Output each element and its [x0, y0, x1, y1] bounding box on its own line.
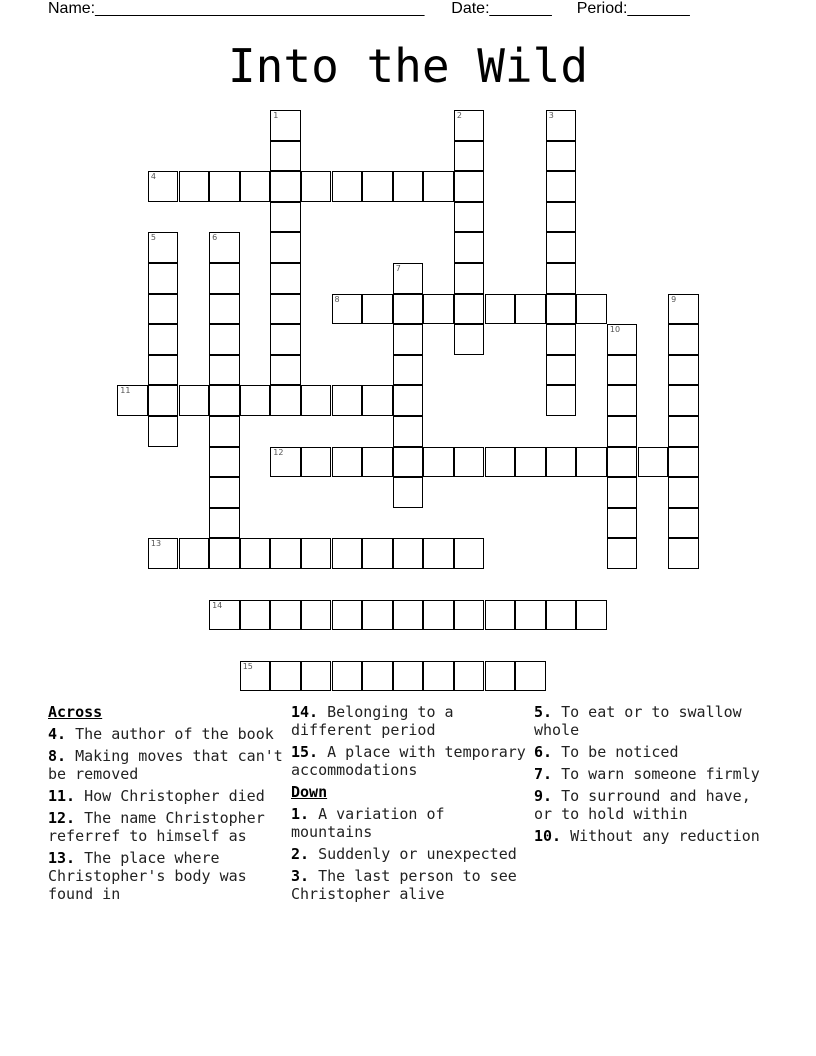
grid-cell[interactable]: [240, 600, 271, 631]
grid-cell[interactable]: [148, 416, 179, 447]
clue-item-text: The name Christopher referref to himself as: [48, 809, 265, 845]
grid-cell[interactable]: [270, 294, 301, 325]
grid-cell[interactable]: [668, 416, 699, 447]
clue-item-number: 6.: [534, 743, 553, 761]
grid-cell[interactable]: [332, 294, 363, 325]
grid-cell[interactable]: [332, 171, 363, 202]
grid-cell[interactable]: [362, 447, 393, 478]
grid-cell[interactable]: [209, 538, 240, 569]
clue-number: 7: [395, 264, 401, 273]
grid-cell[interactable]: [454, 141, 485, 172]
clue-item-number: 14.: [291, 703, 319, 721]
grid-cell[interactable]: [454, 600, 485, 631]
clue-item-number: 9.: [534, 787, 553, 805]
grid-cell[interactable]: [668, 385, 699, 416]
grid-cell[interactable]: [332, 661, 363, 692]
grid-cell[interactable]: [638, 447, 669, 478]
grid-cell[interactable]: [454, 232, 485, 263]
grid-cell[interactable]: [209, 477, 240, 508]
clue-item: [534, 787, 769, 823]
grid-cell[interactable]: [668, 447, 699, 478]
grid-cell[interactable]: [209, 263, 240, 294]
grid-cell[interactable]: [301, 447, 332, 478]
grid-cell[interactable]: [576, 600, 607, 631]
grid-cell[interactable]: [546, 232, 577, 263]
grid-cell[interactable]: [668, 355, 699, 386]
grid-cell[interactable]: [270, 355, 301, 386]
grid-cell[interactable]: [209, 447, 240, 478]
clue-item-text: A place with temporary accommodations: [291, 743, 526, 779]
grid-cell[interactable]: [668, 538, 699, 569]
clue-item-text: The place where Christopher's body was found in: [48, 849, 247, 903]
clue-item: [48, 747, 283, 783]
grid-cell[interactable]: [546, 385, 577, 416]
grid-cell[interactable]: [393, 385, 424, 416]
clue-item-text: To eat or to swallow whole: [534, 703, 742, 739]
grid-cell[interactable]: [607, 447, 638, 478]
clue-number: 6: [212, 233, 218, 243]
clue-number: 11: [120, 386, 131, 396]
grid-cell[interactable]: [270, 263, 301, 294]
clue-item: [48, 787, 283, 805]
date-label: Date:: [451, 0, 490, 17]
grid-cell[interactable]: [393, 324, 424, 355]
grid-cell[interactable]: [485, 600, 516, 631]
clue-item-number: 7.: [534, 765, 553, 783]
grid-cell[interactable]: [393, 171, 424, 202]
clue-item-number: 11.: [48, 787, 76, 805]
clue-item-text: To surround and have, or to hold within: [534, 787, 751, 823]
grid-cell[interactable]: [209, 324, 240, 355]
grid-cell[interactable]: [454, 171, 485, 202]
grid-cell[interactable]: [332, 385, 363, 416]
date-blank[interactable]: _______: [489, 0, 552, 17]
grid-cell[interactable]: [485, 447, 516, 478]
grid-cell[interactable]: [270, 232, 301, 263]
clue-item-text: Without any reduction: [561, 827, 760, 845]
grid-cell[interactable]: [270, 385, 301, 416]
clue-item: [534, 743, 769, 761]
grid-cell[interactable]: [240, 661, 271, 692]
clue-item: [48, 725, 283, 743]
grid-cell[interactable]: [546, 202, 577, 233]
period-label: Period:: [576, 0, 628, 17]
clue-number: 12: [273, 447, 284, 457]
grid-cell[interactable]: [393, 661, 424, 692]
grid-cell[interactable]: [240, 385, 271, 416]
grid-cell[interactable]: [423, 171, 454, 202]
grid-cell[interactable]: [576, 294, 607, 325]
grid-cell[interactable]: [362, 661, 393, 692]
grid-cell[interactable]: [270, 110, 301, 141]
grid-cell[interactable]: [454, 447, 485, 478]
puzzle-title: Into the Wild: [227, 39, 589, 93]
clue-item-text: The author of the book: [66, 725, 274, 743]
grid-cell[interactable]: [209, 508, 240, 539]
clue-number: 13: [150, 539, 162, 549]
grid-cell[interactable]: [148, 232, 179, 263]
grid-cell[interactable]: [668, 508, 699, 539]
grid-cell[interactable]: [179, 538, 210, 569]
grid-cell[interactable]: [393, 294, 424, 325]
grid-cell[interactable]: [148, 171, 179, 202]
grid-cell[interactable]: [423, 661, 454, 692]
across-heading: Across: [48, 703, 103, 721]
grid-cell[interactable]: [209, 232, 240, 263]
grid-cell[interactable]: [179, 171, 210, 202]
grid-cell[interactable]: [240, 538, 271, 569]
grid-cell[interactable]: [515, 600, 546, 631]
grid-cell[interactable]: [546, 447, 577, 478]
grid-cell[interactable]: [607, 385, 638, 416]
grid-cell[interactable]: [393, 447, 424, 478]
grid-cell[interactable]: [270, 538, 301, 569]
grid-cell[interactable]: [209, 294, 240, 325]
grid-cell[interactable]: [270, 202, 301, 233]
grid-cell[interactable]: [393, 416, 424, 447]
grid-cell[interactable]: [301, 385, 332, 416]
grid-cell[interactable]: [515, 294, 546, 325]
grid-cell[interactable]: [209, 600, 240, 631]
grid-cell[interactable]: [607, 508, 638, 539]
grid-cell[interactable]: [209, 355, 240, 386]
grid-cell[interactable]: [179, 385, 210, 416]
clue-number: 2: [456, 111, 462, 120]
clue-item: [291, 703, 526, 739]
grid-cell[interactable]: [546, 324, 577, 355]
clue-item-number: 4.: [48, 725, 67, 743]
clue-item-number: 12.: [48, 809, 76, 827]
grid-cell[interactable]: [301, 661, 332, 692]
grid-cell[interactable]: [270, 324, 301, 355]
grid-cell[interactable]: [148, 294, 179, 325]
clue-item-number: 1.: [291, 805, 310, 823]
grid-cell[interactable]: [546, 600, 577, 631]
clue-item-text: Making moves that can't be removed: [48, 747, 283, 783]
grid-cell[interactable]: [546, 294, 577, 325]
grid-cell[interactable]: [454, 661, 485, 692]
clue-item: [291, 743, 526, 779]
clue-item: [291, 867, 526, 903]
grid-cell[interactable]: [362, 600, 393, 631]
clue-item-number: 13.: [48, 849, 76, 867]
grid-cell[interactable]: [148, 263, 179, 294]
grid-cell[interactable]: [209, 171, 240, 202]
clue-number: 3: [548, 111, 554, 120]
clues-column-3: [534, 703, 769, 849]
grid-cell[interactable]: [393, 538, 424, 569]
grid-cell[interactable]: [332, 600, 363, 631]
clue-item-text: A variation of mountains: [291, 805, 445, 841]
grid-cell[interactable]: [485, 661, 516, 692]
grid-cell[interactable]: [209, 416, 240, 447]
grid-cell[interactable]: [668, 477, 699, 508]
clue-item-text: To warn someone firmly: [552, 765, 760, 783]
clues-column-2: [291, 703, 526, 907]
clue-item-number: 15.: [291, 743, 319, 761]
grid-cell[interactable]: [546, 141, 577, 172]
grid-cell[interactable]: [148, 324, 179, 355]
clue-item-text: The last person to see Christopher alive: [291, 867, 517, 903]
grid-cell[interactable]: [546, 171, 577, 202]
grid-cell[interactable]: [515, 661, 546, 692]
grid-cell[interactable]: [546, 355, 577, 386]
grid-cell[interactable]: [423, 294, 454, 325]
grid-cell[interactable]: [270, 661, 301, 692]
grid-cell[interactable]: [362, 538, 393, 569]
grid-cell[interactable]: [301, 600, 332, 631]
grid-cell[interactable]: [607, 538, 638, 569]
grid-cell[interactable]: [148, 385, 179, 416]
clue-item: [534, 827, 769, 845]
grid-cell[interactable]: [546, 263, 577, 294]
grid-cell[interactable]: [362, 385, 393, 416]
grid-cell[interactable]: [270, 600, 301, 631]
clue-item-text: Suddenly or unexpected: [309, 845, 517, 863]
clue-number: 15: [242, 661, 253, 671]
clue-item-number: 2.: [291, 845, 310, 863]
grid-cell[interactable]: [515, 447, 546, 478]
clue-item: [291, 845, 526, 863]
name-label: Name:: [48, 0, 96, 17]
clue-number: 5: [150, 233, 156, 243]
grid-cell[interactable]: [270, 171, 301, 202]
clue-item-number: 3.: [291, 867, 310, 885]
grid-cell[interactable]: [362, 171, 393, 202]
clue-item: [48, 849, 283, 903]
clue-item: [48, 809, 283, 845]
grid-cell[interactable]: [240, 171, 271, 202]
grid-cell[interactable]: [454, 263, 485, 294]
grid-cell[interactable]: [454, 110, 485, 141]
grid-cell[interactable]: [607, 477, 638, 508]
clue-number: 8: [334, 294, 340, 304]
grid-cell[interactable]: [332, 538, 363, 569]
grid-cell[interactable]: [485, 294, 516, 325]
grid-cell[interactable]: [301, 171, 332, 202]
clue-number: 10: [609, 325, 621, 335]
grid-cell[interactable]: [607, 324, 638, 355]
grid-cell[interactable]: [607, 416, 638, 447]
grid-cell[interactable]: [423, 600, 454, 631]
grid-cell[interactable]: [148, 355, 179, 386]
clue-number: 4: [150, 172, 156, 182]
clue-number: 14: [212, 600, 223, 610]
grid-cell[interactable]: [668, 294, 699, 325]
clue-item: [534, 703, 769, 739]
grid-cell[interactable]: [423, 447, 454, 478]
grid-cell[interactable]: [393, 263, 424, 294]
grid-cell[interactable]: [362, 294, 393, 325]
grid-cell[interactable]: [454, 324, 485, 355]
grid-cell[interactable]: [454, 202, 485, 233]
clue-item: [534, 765, 769, 783]
grid-cell[interactable]: [209, 385, 240, 416]
clue-item: [291, 805, 526, 841]
clue-item-text: To be noticed: [552, 743, 679, 761]
grid-cell[interactable]: [393, 477, 424, 508]
grid-cell[interactable]: [148, 538, 179, 569]
name-blank[interactable]: _____________________________________: [95, 0, 425, 17]
grid-cell[interactable]: [454, 538, 485, 569]
grid-cell[interactable]: [270, 141, 301, 172]
clue-number: 9: [671, 294, 677, 304]
grid-cell[interactable]: [301, 538, 332, 569]
grid-cell[interactable]: [607, 355, 638, 386]
grid-cell[interactable]: [393, 600, 424, 631]
grid-cell[interactable]: [117, 385, 148, 416]
grid-cell[interactable]: [332, 447, 363, 478]
grid-cell[interactable]: [546, 110, 577, 141]
clue-item-number: 10.: [534, 827, 562, 845]
grid-cell[interactable]: [576, 447, 607, 478]
clue-item-text: Belonging to a different period: [291, 703, 454, 739]
clue-item-number: 8.: [48, 747, 67, 765]
down-heading: Down: [291, 783, 328, 801]
grid-cell[interactable]: [270, 447, 301, 478]
grid-cell[interactable]: [668, 324, 699, 355]
clue-item-text: How Christopher died: [75, 787, 265, 805]
clue-number: 1: [273, 111, 279, 120]
clue-item-number: 5.: [534, 703, 553, 721]
grid-cell[interactable]: [423, 538, 454, 569]
grid-cell[interactable]: [454, 294, 485, 325]
grid-cell[interactable]: [393, 355, 424, 386]
period-blank[interactable]: _______: [627, 0, 690, 17]
clues-column-1: [48, 703, 283, 907]
